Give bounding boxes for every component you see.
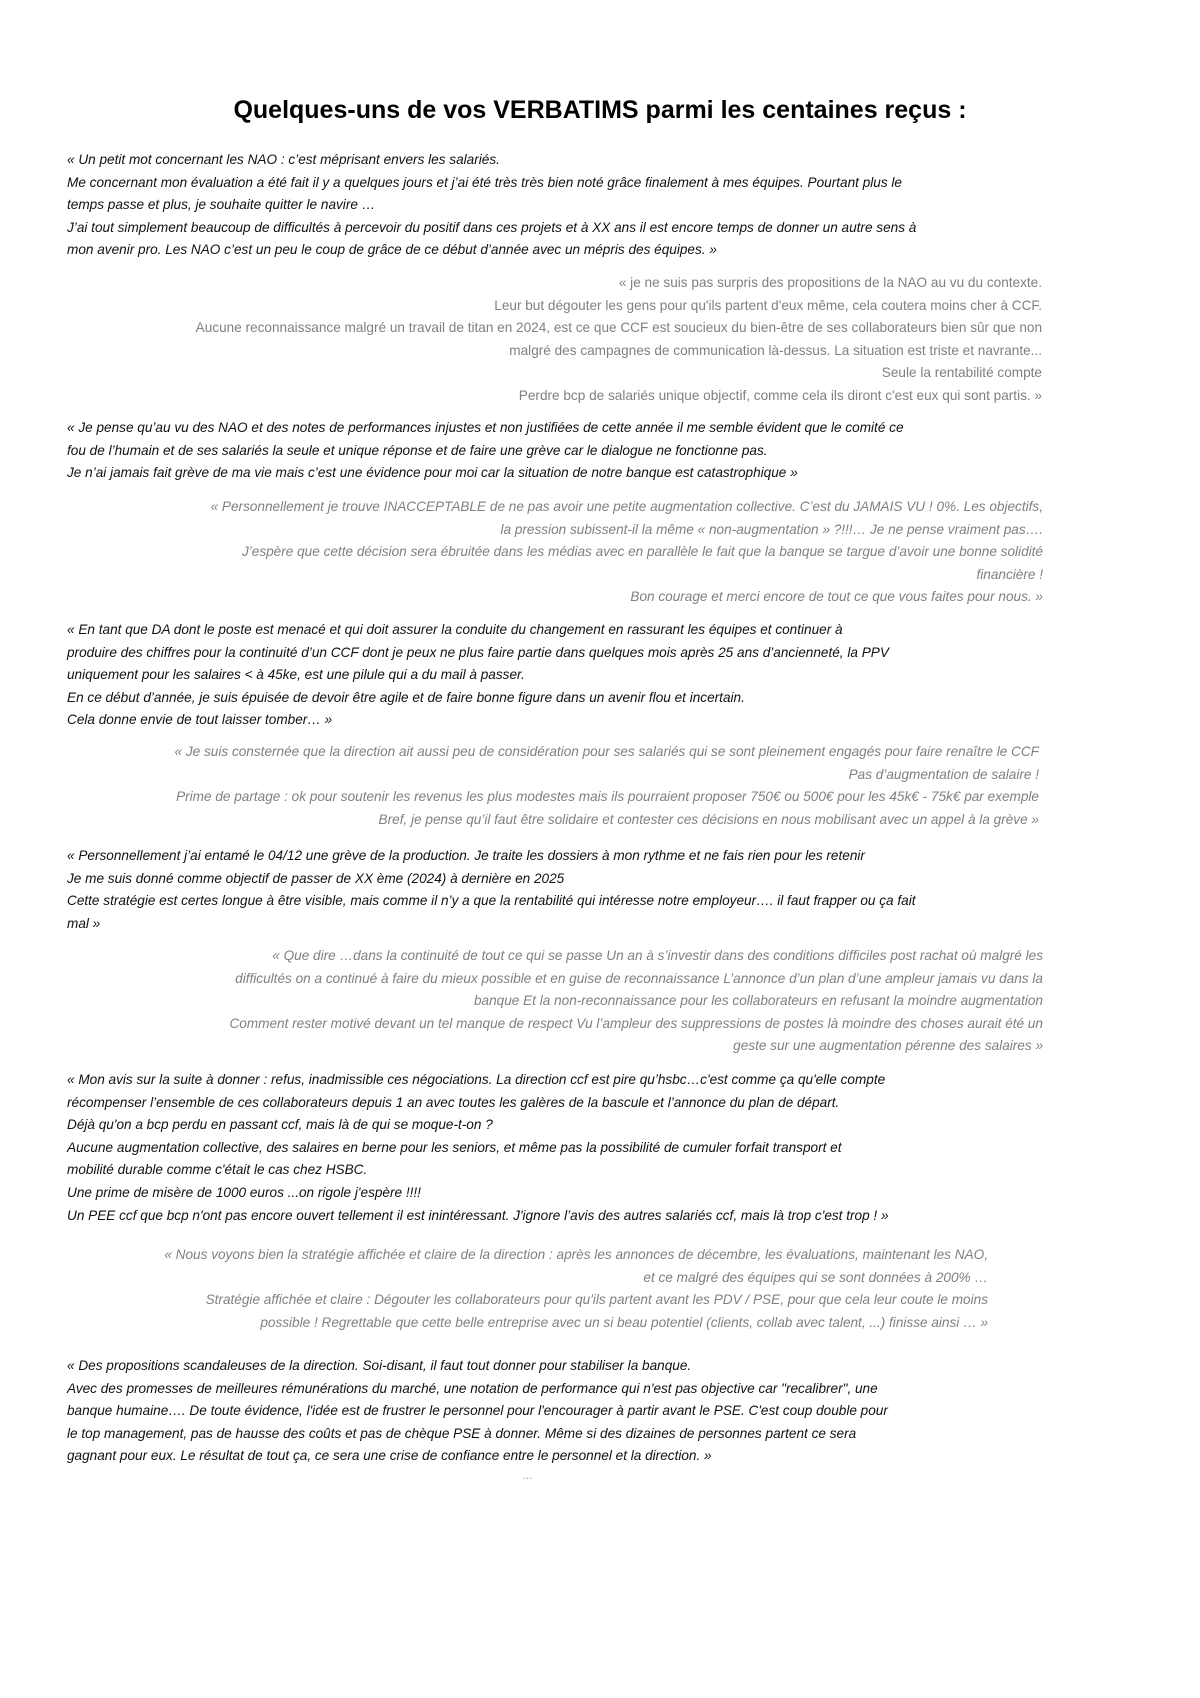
verbatim-10 xyxy=(67,1244,988,1334)
verbatim-line: « Que dire …dans la continuité de tout ce qui se passe Un an à s’investir dans des conditions difficiles post rachat où malgré les xyxy=(272,948,1043,963)
verbatim-line: « Je suis consternée que la direction ait aussi peu de considération pour ses salariés qui se sont pleinement engagés pour faire renaître le CCF xyxy=(174,744,1039,759)
verbatim-line: « Nous voyons bien la stratégie affichée et claire de la direction : après les annonces de décembre, les évaluations, maintenant les NAO, xyxy=(164,1247,988,1262)
verbatim-line: « Des propositions scandaleuses de la direction. Soi-disant, il faut tout donner pour stabiliser la banque. xyxy=(67,1358,692,1373)
verbatim-line: Aucune reconnaissance malgré un travail de titan en 2024, est ce que CCF est soucieux du bien-être de ses collaborateurs bien sûr que non xyxy=(195,320,1042,336)
verbatim-3 xyxy=(67,417,1043,485)
verbatim-line: fou de l’humain et de ses salariés la seule et unique réponse et de faire une grève car le dialogue ne fonctionne pas. xyxy=(67,442,768,458)
page-title: Quelques-uns de vos VERBATIMS parmi les centaines reçus : xyxy=(233,96,967,124)
verbatim-line: « Un petit mot concernant les NAO : c’est méprisant envers les salariés. xyxy=(67,152,500,167)
verbatim-line: Pas d’augmentation de salaire ! xyxy=(848,766,1039,782)
verbatim-9 xyxy=(67,1069,1043,1227)
verbatim-line: Une prime de misère de 1000 euros ...on rigole j'espère !!!! xyxy=(67,1184,421,1200)
verbatim-line: temps passe et plus, je souhaite quitter le navire … xyxy=(67,197,376,213)
verbatim-line: gagnant pour eux. Le résultat de tout ça, ce sera une crise de confiance entre le personnel et la direction. » xyxy=(67,1448,712,1464)
verbatim-line: J’espère que cette décision sera ébruitée dans les médias avec en parallèle le fait que la banque se targue d’avoir une bonne solidité xyxy=(241,544,1043,560)
verbatim-2 xyxy=(67,272,1042,408)
verbatim-line: Je n’ai jamais fait grève de ma vie mais c’est une évidence pour moi car la situation de notre banque est catastrophique » xyxy=(67,465,798,481)
verbatim-line: Perdre bcp de salariés unique objectif, comme cela ils diront c'est eux qui sont partis. » xyxy=(518,387,1042,403)
verbatim-line: Me concernant mon évaluation a été fait il y a quelques jours et j’ai été très très bien noté grâce finalement à mes équipes. Pourtant plus le xyxy=(67,174,902,190)
verbatim-line: produire des chiffres pour la continuité d’un CCF dont je peux ne plus faire partie dans quelques mois après 25 ans d’ancienneté, la PPV xyxy=(67,644,889,660)
verbatim-line: difficultés on a continué à faire du mieux possible et en guise de reconnaissance L’annonce d’un plan d’une ampleur jamais vu dans la xyxy=(235,970,1043,986)
verbatim-5 xyxy=(67,619,1043,732)
verbatim-line: J’ai tout simplement beaucoup de difficultés à percevoir du positif dans ces projets et à XX ans il est encore temps de donner un autre sens à xyxy=(67,219,917,235)
verbatim-line: Cette stratégie est certes longue à être visible, mais comme il n’y a que la rentabilité qui intéresse notre employeur…. il faut frapper ou ça fait xyxy=(67,893,916,909)
verbatim-line: et ce malgré des équipes qui se sont données à 200% … xyxy=(643,1269,988,1285)
verbatim-line: « Mon avis sur la suite à donner : refus, inadmissible ces négociations. La direction ccf est pire qu’hsbc…c'est comme ça qu'elle compte xyxy=(67,1072,886,1087)
verbatim-8 xyxy=(67,945,1043,1058)
verbatim-line: « je ne suis pas surpris des propositions de la NAO au vu du contexte. xyxy=(618,275,1042,290)
verbatim-line: Avec des promesses de meilleures rémunérations du marché, une notation de performance qui n'est pas objective car "recalibrer", une xyxy=(67,1380,878,1396)
verbatim-line: geste sur une augmentation pérenne des salaires » xyxy=(733,1038,1043,1054)
verbatim-line: récompenser l’ensemble de ces collaborateurs depuis 1 an avec toutes les galères de la bascule et l’annonce du plan de départ. xyxy=(67,1094,840,1110)
verbatim-line: « En tant que DA dont le poste est menacé et qui doit assurer la conduite du changement en rassurant les équipes et continuer à xyxy=(67,622,843,637)
verbatim-line: financière ! xyxy=(976,566,1043,582)
verbatim-line: Seule la rentabilité compte xyxy=(881,365,1042,381)
verbatim-line: Je me suis donné comme objectif de passer de XX ème (2024) à dernière en 2025 xyxy=(67,870,565,886)
verbatim-line: Comment rester motivé devant un tel manque de respect Vu l’ampleur des suppressions de postes là moindre des choses aurait été un xyxy=(229,1015,1043,1031)
verbatim-line: Bref, je pense qu’il faut être solidaire et contester ces décisions en nous mobilisant avec un appel à la grève » xyxy=(378,811,1039,827)
verbatim-line: Stratégie affichée et claire : Dégouter les collaborateurs pour qu'ils partent avant les PDV / PSE, pour que cela leur coute le moins xyxy=(205,1292,988,1308)
verbatim-6 xyxy=(67,741,1039,831)
verbatim-line: Cela donne envie de tout laisser tomber… » xyxy=(67,712,333,728)
verbatim-line: mal » xyxy=(67,915,101,931)
verbatim-11 xyxy=(67,1355,1043,1468)
continuation-ellipsis: ... xyxy=(522,1468,533,1482)
verbatim-line: la pression subissent-il la même « non-augmentation » ?!!!… Je ne pense vraiment pas…. xyxy=(500,521,1043,537)
verbatim-line: Leur but dégouter les gens pour qu'ils partent d'eux même, cela coutera moins cher à CCF. xyxy=(494,297,1042,313)
verbatim-1 xyxy=(67,149,1043,262)
verbatim-line: « Personnellement je trouve INACCEPTABLE de ne pas avoir une petite augmentation collective. C’est du JAMAIS VU ! 0%. Les objectifs, xyxy=(210,499,1043,514)
verbatim-line: Aucune augmentation collective, des salaires en berne pour les seniors, et même pas la possibilité de cumuler forfait transport et xyxy=(67,1139,842,1155)
verbatim-line: mobilité durable comme c'était le cas chez HSBC. xyxy=(67,1162,368,1178)
verbatim-line: Prime de partage : ok pour soutenir les revenus les plus modestes mais ils pourraient proposer 750€ ou 500€ pour les 45k€ - 75k€ par exemple xyxy=(176,789,1039,805)
verbatim-4 xyxy=(67,496,1043,609)
verbatim-line: banque humaine…. De toute évidence, l'idée est de frustrer le personnel pour l'encourager à partir avant le PSE. C'est coup double pour xyxy=(67,1403,888,1419)
verbatim-line: le top management, pas de hausse des coûts et pas de chèque PSE à donner. Même si des dizaines de personnes partent ce sera xyxy=(67,1425,857,1441)
verbatim-7 xyxy=(67,845,1043,935)
verbatim-line: Bon courage et merci encore de tout ce que vous faites pour nous. » xyxy=(630,589,1043,605)
verbatim-line: possible ! Regrettable que cette belle entreprise avec un si beau potentiel (clients, collab avec talent, ...) finisse ainsi … » xyxy=(260,1314,988,1330)
verbatim-line: mon avenir pro. Les NAO c’est un peu le coup de grâce de ce début d’année avec un mépris des équipes. » xyxy=(67,242,717,258)
verbatim-line: malgré des campagnes de communication là-dessus. La situation est triste et navrante... xyxy=(509,342,1042,358)
verbatim-line: « Personnellement j’ai entamé le 04/12 une grève de la production. Je traite les dossiers à mon rythme et ne fais rien pour les retenir xyxy=(67,848,865,863)
verbatim-line: uniquement pour les salaires < à 45ke, est une pilule qui a du mail à passer. xyxy=(67,667,525,683)
verbatim-line: Un PEE ccf que bcp n'ont pas encore ouvert tellement il est inintéressant. J'ignore l’avis des autres salariés ccf, mais là trop c'est trop ! » xyxy=(67,1207,889,1223)
verbatim-line: En ce début d’année, je suis épuisée de devoir être agile et de faire bonne figure dans un avenir flou et incertain. xyxy=(67,689,745,705)
verbatim-line: « Je pense qu’au vu des NAO et des notes de performances injustes et non justifiées de cette année il me semble évident que le comité ce xyxy=(67,420,904,435)
verbatim-line: Déjà qu'on a bcp perdu en passant ccf, mais là de qui se moque-t-on ? xyxy=(67,1117,493,1133)
verbatim-line: banque Et la non-reconnaissance pour les collaborateurs en refusant la moindre augmentation xyxy=(473,993,1043,1009)
